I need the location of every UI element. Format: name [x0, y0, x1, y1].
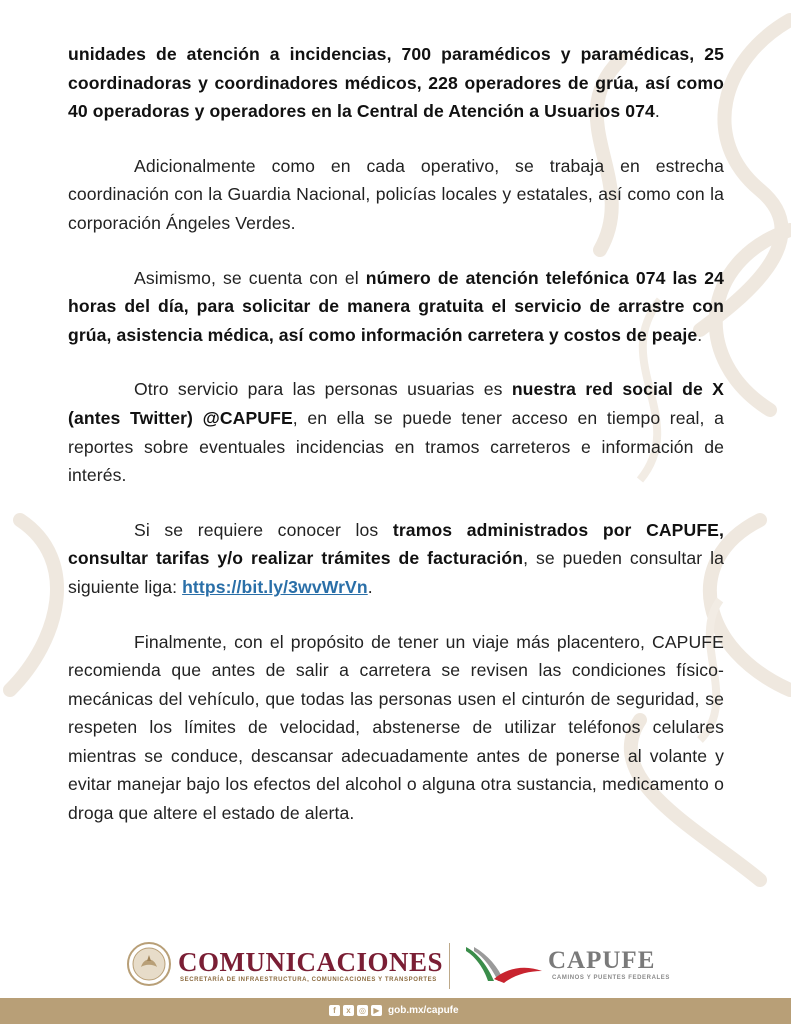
x-twitter-icon[interactable]: x: [343, 1005, 354, 1016]
body-text: Otro servicio para las personas usuarias es: [134, 379, 512, 400]
sct-logo-title: COMUNICACIONES: [178, 947, 444, 977]
paragraph: [68, 375, 724, 489]
body-text: .: [367, 576, 373, 597]
capufe-logo-title: CAPUFE: [548, 947, 656, 974]
social-links: [329, 1005, 459, 1016]
sct-logo-subtitle: SECRETARÍA DE INFRAESTRUCTURA, COMUNICACIONES Y TRANSPORTES: [180, 977, 437, 983]
paragraph: [68, 152, 724, 238]
bold-text: número de atención telefónica 074 las 24 horas del día, para solicitar de manera gratuita el servicio de arrastre con grúa, asistencia médica, así como información carretera y costos de peaje: [68, 267, 724, 345]
paragraph: [68, 264, 724, 350]
bold-text: nuestra red social de X (antes Twitter) @CAPUFE: [68, 379, 724, 428]
bold-text: tramos administrados por CAPUFE, consultar tarifas y/o realizar trámites de facturación: [68, 519, 724, 569]
paragraph: [68, 40, 724, 126]
instagram-icon[interactable]: ◎: [357, 1005, 368, 1016]
capufe-url-link[interactable]: https://bit.ly/3wvWrVn: [182, 576, 368, 597]
body-text: , en ella se puede tener acceso en tiempo real, a reportes sobre eventuales incidencias en tramos carreteros e información de interés.: [68, 407, 724, 486]
paragraph: [68, 628, 724, 828]
capufe-logo-subtitle: CAMINOS Y PUENTES FEDERALES: [552, 975, 670, 981]
social-handle-link[interactable]: gob.mx/capufe: [388, 1005, 459, 1016]
body-text: Finalmente, con el propósito de tener un viaje más placentero, CAPUFE recomienda que antes de salir a carretera se revisen las condiciones físico-mecánicas del vehículo, que todas las personas usen el cinturón de seguridad, se respeten los límites de velocidad, abstenerse de utilizar teléfonos celulares mientras se conduce, descansar adecuadamente antes de ponerse al volante y evitar manejar bajo los efectos del alcohol o alguna otra sustancia, medicamento o droga que altere el estado de alerta.: [68, 631, 724, 824]
facebook-icon[interactable]: f: [329, 1005, 340, 1016]
body-text: .: [654, 101, 660, 122]
footer-logos: [0, 935, 791, 997]
youtube-icon[interactable]: ▶: [371, 1005, 382, 1016]
body-text: , se pueden consultar la siguiente liga:: [68, 548, 724, 597]
body-text: Asimismo, se cuenta con el: [134, 267, 366, 288]
document-body: [68, 40, 724, 854]
footer-bar: [0, 998, 791, 1024]
national-seal-icon: [126, 941, 172, 987]
body-text: Si se requiere conocer los: [134, 519, 393, 540]
body-text: Adicionalmente como en cada operativo, se trabaja en estrecha coordinación con la Guardia Nacional, policías locales y estatales, así como con la corporación Ángeles Verdes.: [68, 155, 724, 233]
bold-text: unidades de atención a incidencias, 700 paramédicos y paramédicas, 25 coordinadoras y coordinadores médicos, 228 operadores de grúa, así como 40 operadoras y operadores en la Central de Atención a Usuarios 074: [68, 44, 724, 122]
capufe-logo-icon: [464, 943, 544, 987]
logo-divider: [449, 943, 450, 989]
paragraph: [68, 516, 724, 602]
body-text: .: [697, 324, 703, 345]
